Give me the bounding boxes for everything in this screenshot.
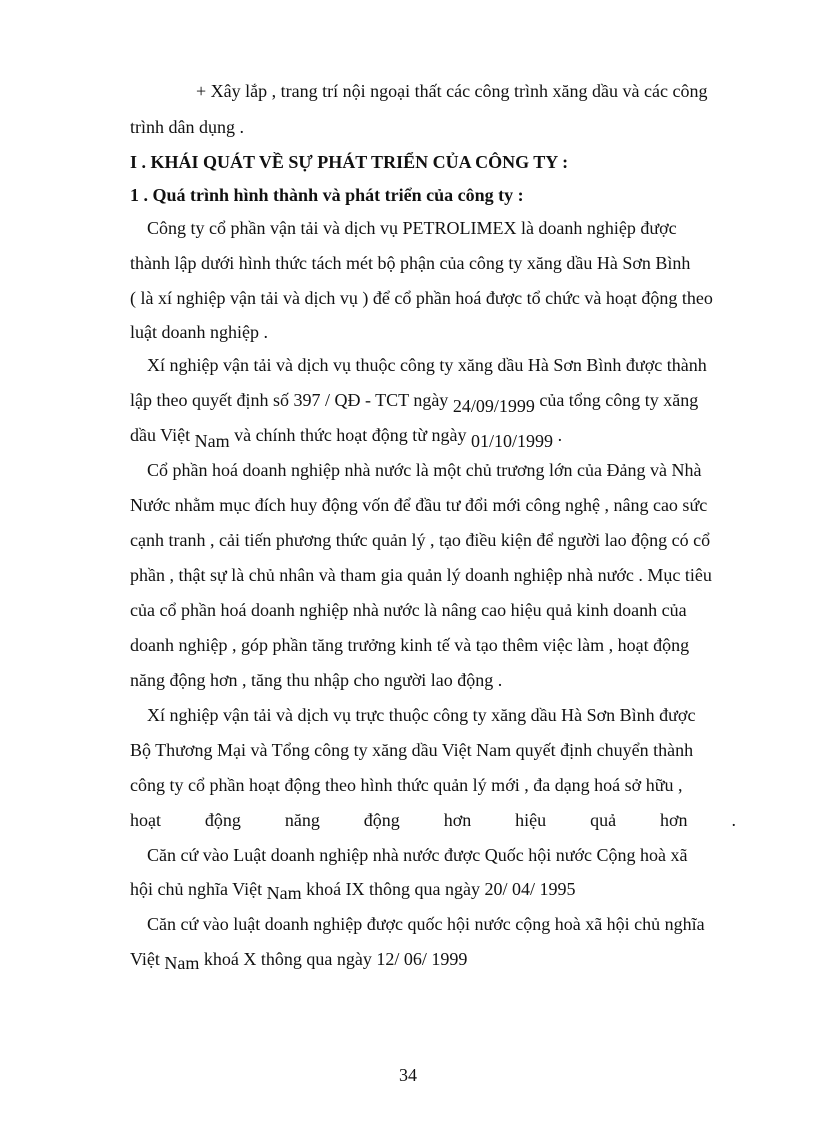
page-number: 34 xyxy=(399,1065,417,1085)
p1-line-2: thành lập dưới hình thức tách mét bộ phận của công ty xăng dầu Hà Sơn Bình xyxy=(130,253,691,273)
p4-word: hoạt xyxy=(130,810,161,830)
p4-word: quả xyxy=(590,810,617,830)
p2-line-3-nam: Nam xyxy=(194,431,230,451)
intro-line-1: + Xây lắp , trang trí nội ngoại thất các công trình xăng dầu và các công xyxy=(196,81,708,101)
section-heading: I . KHÁI QUÁT VỀ SỰ PHÁT TRIỂN CỦA CÔNG TY : xyxy=(130,152,569,172)
p4-line-1: Xí nghiệp vận tải và dịch vụ trực thuộc công ty xăng dầu Hà Sơn Bình được xyxy=(147,705,696,725)
p5-line-2 xyxy=(130,878,576,903)
p5-line-2-a: hội chủ nghĩa Việt xyxy=(130,879,263,899)
p4-word: hơn xyxy=(659,810,688,830)
p1-line-4: luật doanh nghiệp . xyxy=(130,322,268,342)
p3-line-1: Cổ phần hoá doanh nghiệp nhà nước là một chủ trương lớn của Đảng và Nhà xyxy=(147,460,702,480)
intro-line-2: trình dân dụng . xyxy=(130,117,244,137)
p4-word: động xyxy=(363,810,400,830)
p1-line-3: ( là xí nghiệp vận tải và dịch vụ ) để cổ phần hoá được tổ chức và hoạt động theo xyxy=(130,288,713,308)
p4-line-2: Bộ Thương Mại và Tổng công ty xăng dầu Việt Nam quyết định chuyển thành xyxy=(130,740,694,760)
p3-line-7: năng động hơn , tăng thu nhập cho người lao động . xyxy=(130,670,503,690)
p2-line-3-e: . xyxy=(557,425,563,445)
p3-line-2: Nước nhằm mục đích huy động vốn để đầu tư đổi mới công nghệ , nâng cao sức xyxy=(130,495,708,515)
p3-line-6: doanh nghiệp , góp phần tăng trưởng kinh tế và tạo thêm việc làm , hoạt động xyxy=(130,635,690,655)
subsection-heading: 1 . Quá trình hình thành và phát triển của công ty : xyxy=(130,185,524,205)
p2-line-3 xyxy=(130,424,563,451)
p2-line-2-a: lập theo quyết định số 397 / QĐ - TCT ngày xyxy=(130,390,449,410)
p3-line-5: của cổ phần hoá doanh nghiệp nhà nước là nâng cao hiệu quả kinh doanh của xyxy=(130,600,687,620)
p5-line-1: Căn cứ vào Luật doanh nghiệp nhà nước được Quốc hội nước Cộng hoà xã xyxy=(147,845,688,865)
p4-line-3: công ty cổ phần hoạt động theo hình thức quản lý mới , đa dạng hoá sở hữu , xyxy=(130,775,683,795)
p6-line-2-a: Việt xyxy=(130,949,160,969)
p2-line-1: Xí nghiệp vận tải và dịch vụ thuộc công ty xăng dầu Hà Sơn Bình được thành xyxy=(147,355,707,375)
p2-line-3-c: và chính thức hoạt động từ ngày xyxy=(234,425,467,445)
p4-word: động xyxy=(204,810,241,830)
p3-line-3: cạnh tranh , cải tiến phương thức quản lý , tạo điều kiện để người lao động có cổ xyxy=(130,530,711,550)
p5-line-2-c: khoá IX thông qua ngày 20/ 04/ 1995 xyxy=(306,879,576,899)
p6-line-2-nam: Nam xyxy=(164,953,200,973)
p2-line-2 xyxy=(130,389,699,416)
p6-line-1: Căn cứ vào luật doanh nghiệp được quốc hội nước cộng hoà xã hội chủ nghĩa xyxy=(147,914,705,934)
p1-line-1: Công ty cổ phần vận tải và dịch vụ PETROLIMEX là doanh nghiệp được xyxy=(147,218,677,238)
date-decision: 24/09/1999 xyxy=(452,396,535,416)
p4-word: . xyxy=(731,810,736,830)
p4-word: hơn xyxy=(443,810,472,830)
p5-line-2-nam: Nam xyxy=(266,883,302,903)
p2-line-3-a: dầu Việt xyxy=(130,425,191,445)
p6-line-2-c: khoá X thông qua ngày 12/ 06/ 1999 xyxy=(203,949,468,969)
p4-word: hiệu xyxy=(515,810,547,830)
p4-word: năng xyxy=(284,810,320,830)
date-operation: 01/10/1999 xyxy=(471,431,554,451)
p6-line-2 xyxy=(130,948,468,973)
p4-line-4 xyxy=(130,809,736,831)
p2-line-2-c: của tổng công ty xăng xyxy=(539,390,699,410)
p3-line-4: phần , thật sự là chủ nhân và tham gia quản lý doanh nghiệp nhà nước . Mục tiêu xyxy=(130,565,712,585)
